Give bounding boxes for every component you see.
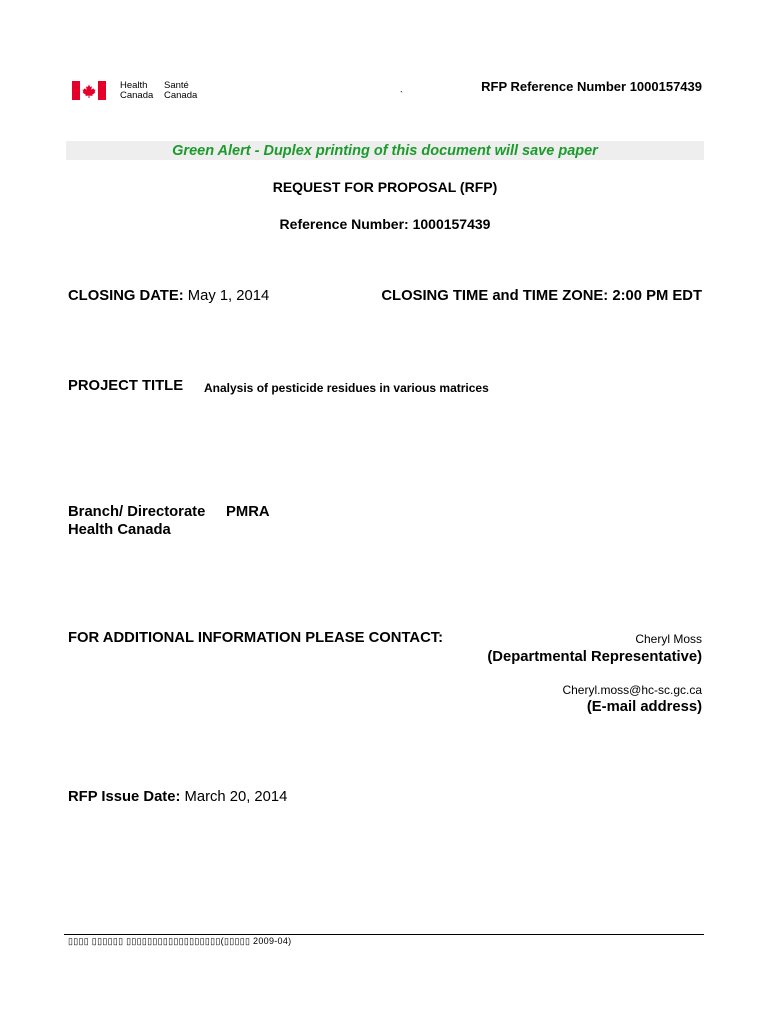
closing-date bbox=[68, 288, 269, 304]
closing-time-label: CLOSING TIME and TIME ZONE: bbox=[381, 288, 609, 304]
rfp-issue-date bbox=[68, 789, 287, 805]
issue-date-label: RFP Issue Date: bbox=[68, 789, 181, 805]
closing-time bbox=[381, 288, 702, 304]
document-heading: REQUEST FOR PROPOSAL (RFP) bbox=[272, 179, 498, 195]
green-alert-banner: Green Alert - Duplex printing of this document will save paper bbox=[66, 141, 704, 160]
closing-time-value: 2:00 PM EDT bbox=[612, 288, 702, 304]
contact-email-caption: (E-mail address) bbox=[586, 699, 702, 715]
department-name-en: Health Canada bbox=[120, 80, 154, 101]
branch-organization: Health Canada bbox=[68, 522, 171, 538]
stray-mark: ` bbox=[400, 90, 403, 100]
branch-value: PMRA bbox=[226, 504, 270, 520]
department-name-fr: Santé Canada bbox=[164, 80, 198, 101]
closing-date-value: May 1, 2014 bbox=[187, 288, 270, 304]
footer-divider bbox=[64, 934, 704, 935]
reference-number: Reference Number: 1000157439 bbox=[279, 216, 491, 232]
canada-flag-icon bbox=[72, 81, 106, 100]
rfp-reference-header: RFP Reference Number 1000157439 bbox=[481, 79, 702, 94]
branch-label: Branch/ Directorate bbox=[68, 504, 206, 520]
project-title-value: Analysis of pesticide residues in various matrices bbox=[204, 381, 489, 395]
form-identifier: ▯▯▯▯ ▯▯▯▯▯▯ ▯▯▯▯▯▯▯▯▯▯▯▯▯▯▯▯▯▯(▯▯▯▯▯ 2009-04) bbox=[68, 936, 292, 946]
issue-date-value: March 20, 2014 bbox=[184, 789, 288, 805]
contact-name: Cheryl Moss bbox=[635, 632, 702, 646]
contact-email[interactable]: Cheryl.moss@hc-sc.gc.ca bbox=[562, 683, 702, 697]
maple-leaf-icon bbox=[82, 84, 96, 98]
closing-date-label: CLOSING DATE: bbox=[68, 288, 184, 304]
contact-name-caption: (Departmental Representative) bbox=[487, 649, 702, 665]
contact-label: FOR ADDITIONAL INFORMATION PLEASE CONTACT: bbox=[68, 630, 444, 646]
project-title-label: PROJECT TITLE bbox=[68, 378, 184, 394]
